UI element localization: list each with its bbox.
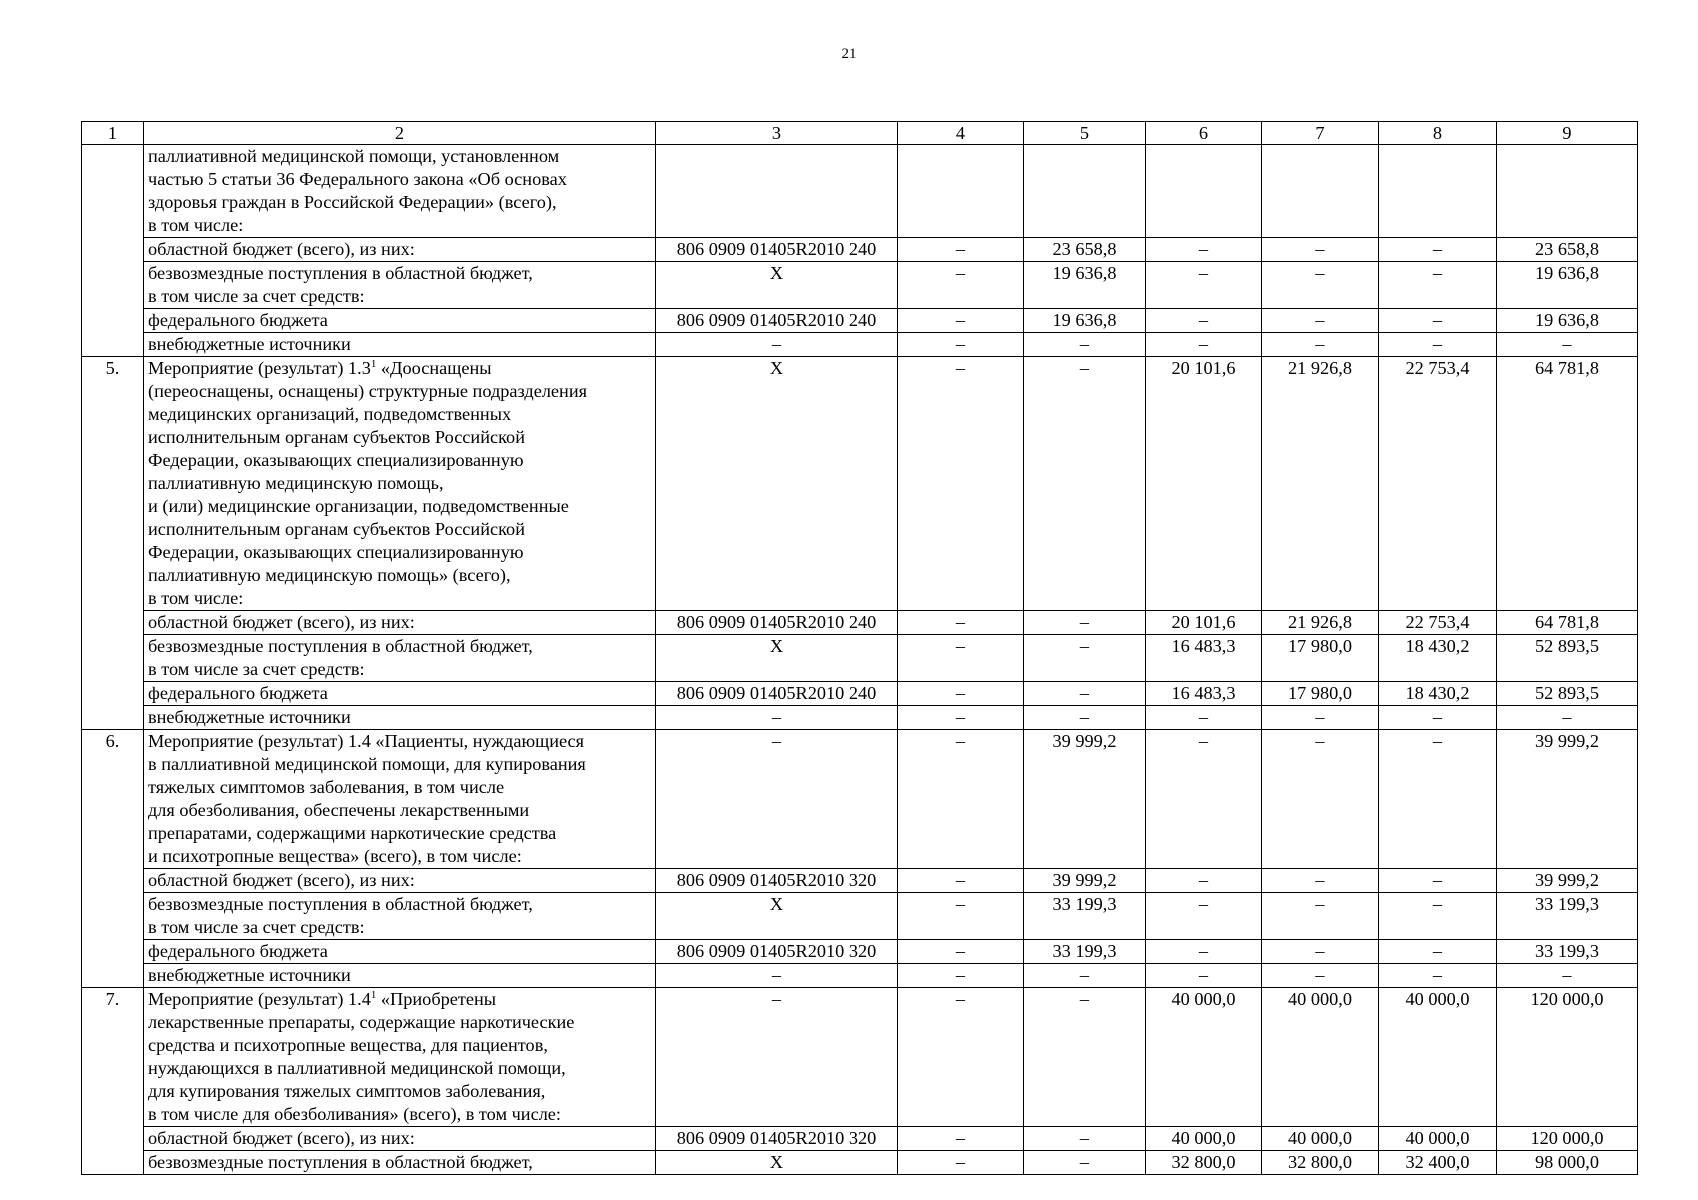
description-line: безвозмездные поступления в областной бюджет, [148, 636, 533, 656]
item-description [144, 893, 656, 940]
amount-cell: 39 999,2 [1024, 730, 1146, 869]
description-line: областной бюджет (всего), из них: [148, 1128, 415, 1148]
amount-cell [1497, 145, 1638, 238]
description-line: исполнительным органам субъектов Российской [148, 427, 525, 447]
amount-cell: – [1262, 940, 1379, 964]
description-line: областной бюджет (всего), из них: [148, 870, 415, 890]
description-line: безвозмездные поступления в областной бюджет, [148, 894, 533, 914]
item-description [144, 940, 656, 964]
table-row [82, 869, 1638, 893]
amount-cell: 17 980,0 [1262, 635, 1379, 682]
amount-cell: – [898, 869, 1024, 893]
table-row [82, 238, 1638, 262]
budget-code-cell: X [656, 262, 898, 309]
amount-cell: 21 926,8 [1262, 611, 1379, 635]
description-line: безвозмездные поступления в областной бюджет, [148, 1152, 533, 1172]
amount-cell: 52 893,5 [1497, 635, 1638, 682]
amount-cell: – [898, 940, 1024, 964]
description-line: в том числе за счет средств: [148, 917, 365, 937]
amount-cell: – [898, 964, 1024, 988]
amount-cell: – [898, 333, 1024, 357]
budget-code-cell: 806 0909 01405R2010 240 [656, 309, 898, 333]
budget-code-cell: X [656, 1151, 898, 1175]
table-row [82, 333, 1638, 357]
budget-code-cell: X [656, 357, 898, 611]
description-line: для купирования тяжелых симптомов заболевания, [148, 1081, 546, 1101]
table-row [82, 635, 1638, 682]
amount-cell: – [898, 611, 1024, 635]
amount-cell: – [1024, 706, 1146, 730]
amount-cell: 33 199,3 [1024, 940, 1146, 964]
amount-cell: 33 199,3 [1497, 940, 1638, 964]
item-description [144, 730, 656, 869]
amount-cell [1024, 145, 1146, 238]
amount-cell: – [1262, 964, 1379, 988]
amount-cell: – [1146, 893, 1262, 940]
amount-cell: 20 101,6 [1146, 357, 1262, 611]
amount-cell: – [1146, 706, 1262, 730]
description-line: медицинских организаций, подведомственных [148, 404, 512, 424]
amount-cell: – [1497, 964, 1638, 988]
description-line: безвозмездные поступления в областной бюджет, [148, 263, 533, 283]
description-line: лекарственные препараты, содержащие наркотические [148, 1012, 575, 1032]
item-description [144, 988, 656, 1127]
amount-cell: 33 199,3 [1497, 893, 1638, 940]
footnote-mark: 1 [370, 358, 377, 370]
budget-table [81, 121, 1638, 1175]
footnote-mark: 1 [370, 989, 377, 1001]
amount-cell: – [1497, 333, 1638, 357]
table-row [82, 988, 1638, 1127]
amount-cell: 120 000,0 [1497, 1127, 1638, 1151]
description-line: Мероприятие (результат) $1.3^1$ «Дооснащены [148, 358, 492, 378]
description-line: в том числе: [148, 215, 244, 235]
amount-cell: – [1379, 706, 1497, 730]
amount-cell: – [898, 1127, 1024, 1151]
amount-cell: – [1379, 333, 1497, 357]
page-number: 21 [841, 46, 857, 62]
amount-cell: – [1379, 238, 1497, 262]
budget-code-cell: 806 0909 01405R2010 320 [656, 869, 898, 893]
description-line: в паллиативной медицинской помощи, для купирования [148, 754, 586, 774]
table-row [82, 682, 1638, 706]
amount-cell: 32 400,0 [1379, 1151, 1497, 1175]
amount-cell: – [1379, 893, 1497, 940]
description-line: внебюджетные источники [148, 334, 351, 354]
table-row [82, 1151, 1638, 1175]
description-line: Мероприятие (результат) 1.4 «Пациенты, нуждающиеся [148, 731, 585, 751]
table-row [82, 730, 1638, 869]
table-row [82, 940, 1638, 964]
item-description [144, 357, 656, 611]
budget-code-cell: – [656, 988, 898, 1127]
amount-cell: – [1262, 893, 1379, 940]
amount-cell: 120 000,0 [1497, 988, 1638, 1127]
amount-cell: 39 999,2 [1497, 730, 1638, 869]
amount-cell: 39 999,2 [1497, 869, 1638, 893]
row-number: 7. [82, 988, 144, 1175]
amount-cell: 52 893,5 [1497, 682, 1638, 706]
budget-code-cell: 806 0909 01405R2010 320 [656, 940, 898, 964]
table-row [82, 706, 1638, 730]
amount-cell: – [1024, 1151, 1146, 1175]
description-line: средства и психотропные вещества, для пациентов, [148, 1035, 548, 1055]
amount-cell: 40 000,0 [1379, 1127, 1497, 1151]
amount-cell: – [898, 262, 1024, 309]
table-row [82, 309, 1638, 333]
amount-cell: – [1146, 333, 1262, 357]
description-line: в том числе за счет средств: [148, 286, 365, 306]
amount-cell: – [1379, 309, 1497, 333]
budget-code-cell: X [656, 893, 898, 940]
item-description [144, 964, 656, 988]
amount-cell: – [1379, 262, 1497, 309]
column-header-5: 5 [1024, 122, 1146, 145]
budget-code-cell: X [656, 635, 898, 682]
table-row [82, 357, 1638, 611]
column-header-4: 4 [898, 122, 1024, 145]
amount-cell: – [898, 357, 1024, 611]
amount-cell: – [1262, 333, 1379, 357]
table-row [82, 145, 1638, 238]
description-line: Федерации, оказывающих специализированную [148, 450, 524, 470]
amount-cell: – [898, 635, 1024, 682]
description-line: частью 5 статьи 36 Федерального закона «Об основах [148, 169, 567, 189]
amount-cell: – [1024, 357, 1146, 611]
description-line: Мероприятие (результат) $1.4^1$ «Приобретены [148, 989, 497, 1009]
amount-cell: 20 101,6 [1146, 611, 1262, 635]
amount-cell: 22 753,4 [1379, 611, 1497, 635]
amount-cell: 17 980,0 [1262, 682, 1379, 706]
amount-cell: – [1024, 682, 1146, 706]
amount-cell: – [898, 309, 1024, 333]
column-header-6: 6 [1146, 122, 1262, 145]
item-description [144, 869, 656, 893]
description-line: областной бюджет (всего), из них: [148, 612, 415, 632]
description-line: и психотропные вещества» (всего), в том числе: [148, 846, 522, 866]
amount-cell: – [1146, 940, 1262, 964]
table-row [82, 964, 1638, 988]
amount-cell: 19 636,8 [1024, 262, 1146, 309]
budget-code-cell: 806 0909 01405R2010 240 [656, 238, 898, 262]
description-line: внебюджетные источники [148, 965, 351, 985]
amount-cell: 98 000,0 [1497, 1151, 1638, 1175]
amount-cell: – [1262, 238, 1379, 262]
amount-cell: – [1262, 309, 1379, 333]
amount-cell: – [1146, 238, 1262, 262]
amount-cell: – [1024, 1127, 1146, 1151]
table-row [82, 1127, 1638, 1151]
amount-cell: – [1146, 262, 1262, 309]
description-line: нуждающихся в паллиативной медицинской помощи, [148, 1058, 566, 1078]
amount-cell: – [1379, 940, 1497, 964]
description-line: федерального бюджета [148, 683, 328, 703]
description-line: и (или) медицинские организации, подведомственные [148, 496, 569, 516]
amount-cell: 39 999,2 [1024, 869, 1146, 893]
amount-cell: 32 800,0 [1262, 1151, 1379, 1175]
amount-cell [1262, 145, 1379, 238]
amount-cell: – [1146, 964, 1262, 988]
column-header-1: 1 [82, 122, 144, 145]
amount-cell: – [898, 893, 1024, 940]
amount-cell: – [898, 682, 1024, 706]
description-line: здоровья граждан в Российской Федерации» (всего), [148, 192, 557, 212]
budget-code-cell: 806 0909 01405R2010 320 [656, 1127, 898, 1151]
amount-cell: – [1379, 869, 1497, 893]
description-line: федерального бюджета [148, 310, 328, 330]
table-row [82, 262, 1638, 309]
amount-cell [1146, 145, 1262, 238]
description-line: для обезболивания, обеспечены лекарственными [148, 800, 530, 820]
amount-cell: 19 636,8 [1024, 309, 1146, 333]
amount-cell: – [1024, 635, 1146, 682]
item-description [144, 1127, 656, 1151]
amount-cell: – [1379, 730, 1497, 869]
table-row [82, 893, 1638, 940]
amount-cell: – [1262, 869, 1379, 893]
budget-code-cell: – [656, 333, 898, 357]
amount-cell: – [898, 988, 1024, 1127]
item-description [144, 635, 656, 682]
description-line: областной бюджет (всего), из них: [148, 239, 415, 259]
item-description [144, 309, 656, 333]
budget-code-cell: 806 0909 01405R2010 240 [656, 611, 898, 635]
description-line: в том числе для обезболивания» (всего), в том числе: [148, 1104, 562, 1124]
amount-cell [898, 145, 1024, 238]
amount-cell: 23 658,8 [1024, 238, 1146, 262]
amount-cell: – [1497, 706, 1638, 730]
amount-cell: – [1024, 333, 1146, 357]
amount-cell: – [1024, 964, 1146, 988]
amount-cell: – [1262, 706, 1379, 730]
amount-cell: 18 430,2 [1379, 682, 1497, 706]
amount-cell: – [898, 706, 1024, 730]
amount-cell: – [1146, 309, 1262, 333]
amount-cell: 64 781,8 [1497, 611, 1638, 635]
amount-cell: – [1024, 988, 1146, 1127]
column-header-9: 9 [1497, 122, 1638, 145]
row-number [82, 145, 144, 357]
amount-cell: – [898, 730, 1024, 869]
description-line: в том числе: [148, 588, 244, 608]
budget-code-cell: – [656, 964, 898, 988]
amount-cell: 19 636,8 [1497, 309, 1638, 333]
row-number: 6. [82, 730, 144, 988]
description-line: паллиативную медицинскую помощь» (всего), [148, 565, 511, 585]
amount-cell: 40 000,0 [1379, 988, 1497, 1127]
amount-cell: 40 000,0 [1262, 988, 1379, 1127]
description-line: паллиативную медицинскую помощь, [148, 473, 444, 493]
item-description [144, 1151, 656, 1175]
amount-cell: 21 926,8 [1262, 357, 1379, 611]
amount-cell: – [1262, 262, 1379, 309]
amount-cell: 19 636,8 [1497, 262, 1638, 309]
table-row [82, 611, 1638, 635]
amount-cell: 16 483,3 [1146, 635, 1262, 682]
amount-cell: – [1146, 869, 1262, 893]
amount-cell: 33 199,3 [1024, 893, 1146, 940]
description-line: (переоснащены, оснащены) структурные подразделения [148, 381, 588, 401]
amount-cell: 40 000,0 [1146, 1127, 1262, 1151]
column-header-3: 3 [656, 122, 898, 145]
budget-code-cell: – [656, 706, 898, 730]
column-header-8: 8 [1379, 122, 1497, 145]
item-description [144, 611, 656, 635]
amount-cell [1379, 145, 1497, 238]
amount-cell: – [1024, 611, 1146, 635]
item-description [144, 145, 656, 238]
description-line: федерального бюджета [148, 941, 328, 961]
item-description [144, 238, 656, 262]
amount-cell: – [1146, 730, 1262, 869]
amount-cell: – [1262, 730, 1379, 869]
description-line: паллиативной медицинской помощи, установленном [148, 146, 560, 166]
description-line: внебюджетные источники [148, 707, 351, 727]
item-description [144, 333, 656, 357]
amount-cell: 23 658,8 [1497, 238, 1638, 262]
item-description [144, 706, 656, 730]
amount-cell: 18 430,2 [1379, 635, 1497, 682]
item-description [144, 682, 656, 706]
amount-cell: 22 753,4 [1379, 357, 1497, 611]
amount-cell: 16 483,3 [1146, 682, 1262, 706]
item-description [144, 262, 656, 309]
budget-code-cell: 806 0909 01405R2010 240 [656, 682, 898, 706]
amount-cell: 40 000,0 [1262, 1127, 1379, 1151]
column-header-7: 7 [1262, 122, 1379, 145]
description-line: тяжелых симптомов заболевания, в том числе [148, 777, 505, 797]
description-line: исполнительным органам субъектов Российской [148, 519, 525, 539]
amount-cell: 64 781,8 [1497, 357, 1638, 611]
amount-cell: 32 800,0 [1146, 1151, 1262, 1175]
column-number-header [82, 122, 1638, 145]
description-line: Федерации, оказывающих специализированную [148, 542, 524, 562]
amount-cell: – [898, 238, 1024, 262]
budget-code-cell [656, 145, 898, 238]
row-number: 5. [82, 357, 144, 730]
column-header-2: 2 [144, 122, 656, 145]
description-line: в том числе за счет средств: [148, 659, 365, 679]
amount-cell: – [1379, 964, 1497, 988]
amount-cell: – [898, 1151, 1024, 1175]
amount-cell: 40 000,0 [1146, 988, 1262, 1127]
budget-code-cell: – [656, 730, 898, 869]
description-line: препаратами, содержащими наркотические средства [148, 823, 557, 843]
